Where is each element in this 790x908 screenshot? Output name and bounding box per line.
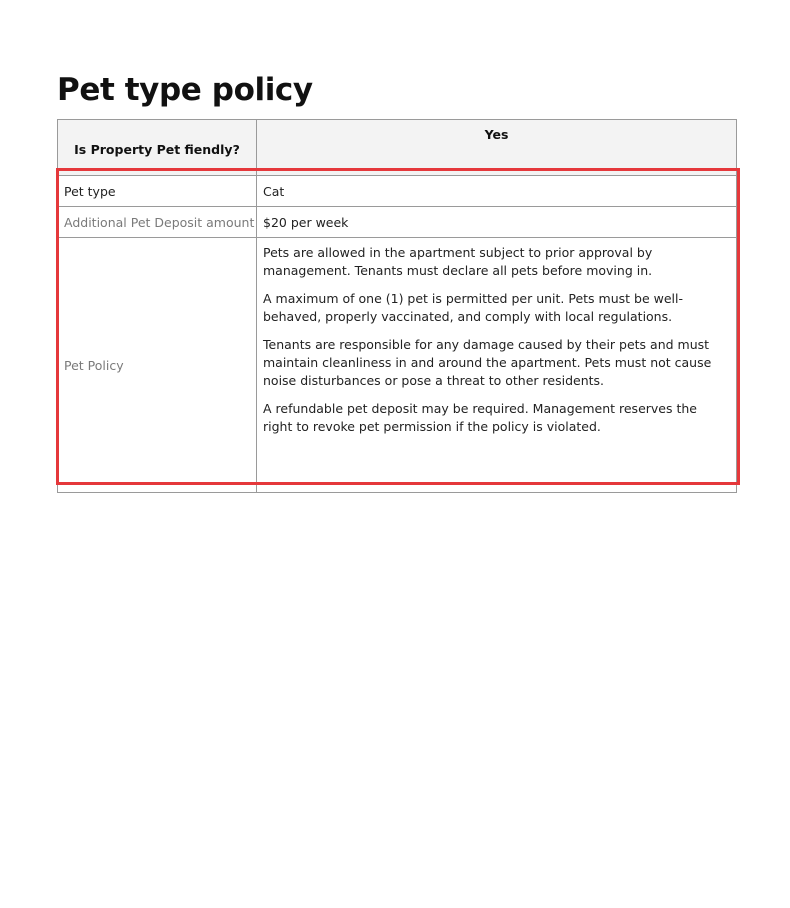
table-row-pet-policy — [58, 238, 737, 493]
pet-policy-table — [57, 119, 737, 493]
table-header-row — [58, 120, 737, 176]
page-title: Pet type policy — [57, 72, 313, 108]
pet-type-value: Cat — [257, 176, 737, 207]
pet-type-label: Pet type — [58, 176, 257, 207]
policy-paragraph: Pets are allowed in the apartment subject to prior approval by management. Tenants must declare all pets before moving in. — [263, 245, 653, 278]
pet-policy-text — [257, 238, 737, 493]
policy-paragraph: Tenants are responsible for any damage caused by their pets and must maintain cleanliness in and around the apartment. Pets must not cause noise disturbances or pose a threat to other residents. — [263, 337, 712, 388]
pet-friendly-value: Yes — [257, 120, 737, 176]
deposit-label: Additional Pet Deposit amount — [58, 207, 257, 238]
table-row-pet-type — [58, 176, 737, 207]
deposit-value: $20 per week — [257, 207, 737, 238]
table-row-deposit — [58, 207, 737, 238]
policy-paragraph: A refundable pet deposit may be required. Management reserves the right to revoke pet permission if the policy is violated. — [263, 401, 697, 434]
pet-policy-label: Pet Policy — [58, 238, 257, 493]
pet-friendly-label: Is Property Pet fiendly? — [58, 120, 257, 176]
policy-paragraph: A maximum of one (1) pet is permitted per unit. Pets must be well-behaved, properly vaccinated, and comply with local regulations. — [263, 291, 683, 324]
